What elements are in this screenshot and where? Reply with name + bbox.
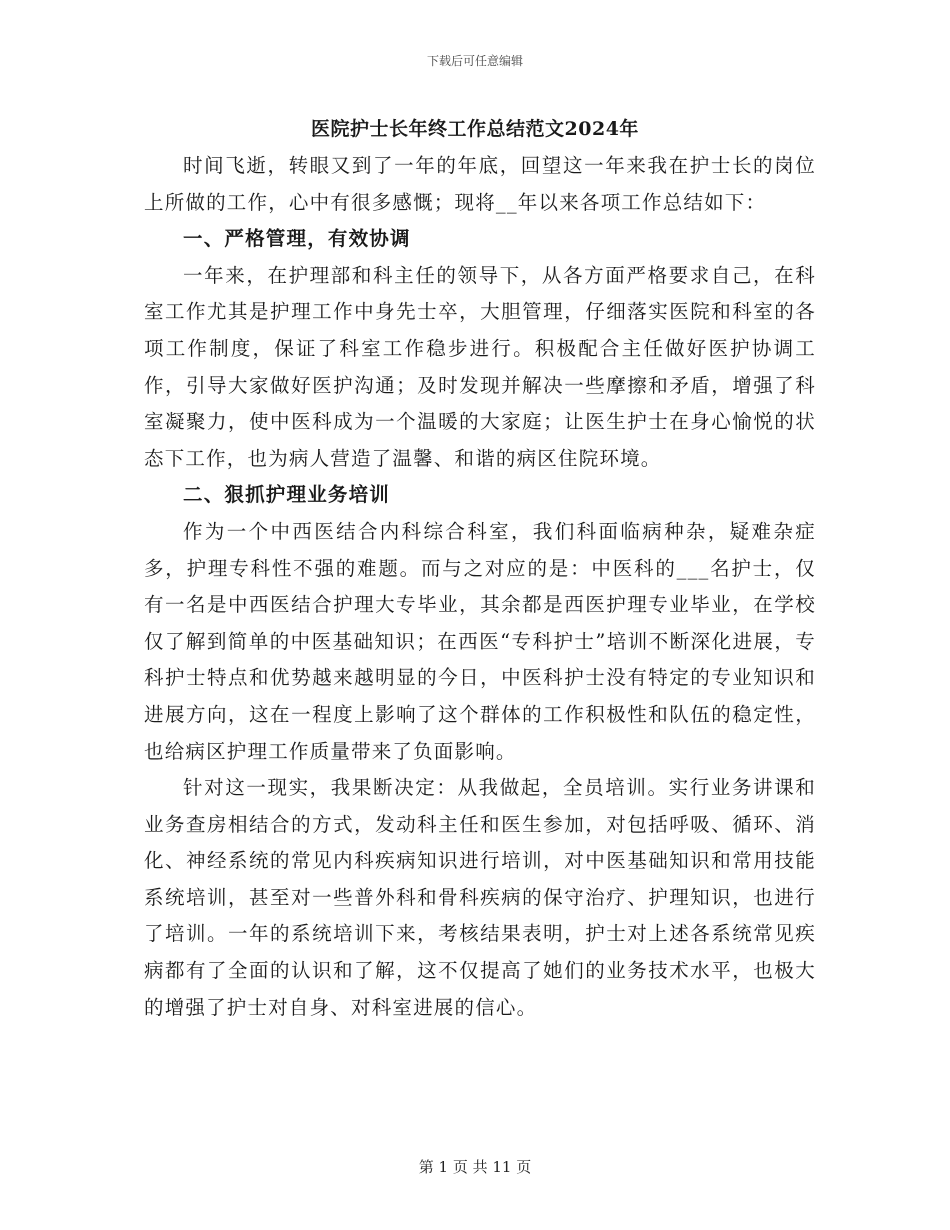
header-note: 下载后可任意编辑 bbox=[426, 54, 523, 68]
intro-paragraph: 时间飞逝，转眼又到了一年的年底，回望这一年来我在护士长的岗位上所做的工作，心中有很多感慨；现将__年以来各项工作总结如下： bbox=[144, 154, 816, 214]
page-title: 医院护士长年终工作总结范文2024年 bbox=[311, 118, 639, 140]
section-2-paragraph-1: 作为一个中西医结合内科综合科室，我们科面临病种杂，疑难杂症多，护理专科性不强的难题。而与之对应的是：中医科的___名护士，仅有一名是中西医结合护理大专毕业，其余都是西医护理专业毕业，在学校仅了解到简单的中医基础知识；在西医“专科护士”培训不断深化进展，专科护士特点和优势越来越明显的今日，中医科护士没有特定的专业知识和进展方向，这在一程度上影响了这个群体的工作积极性和队伍的稳定性，也给病区护理工作质量带来了负面影响。 bbox=[144, 519, 816, 763]
page-footer: 第 1 页 共 11 页 bbox=[418, 1158, 532, 1176]
section-1-paragraph: 一年来，在护理部和科主任的领导下，从各方面严格要求自己，在科室工作尤其是护理工作中身先士卒，大胆管理，仔细落实医院和科室的各项工作制度，保证了科室工作稳步进行。积极配合主任做好医护协调工作，引导大家做好医护沟通；及时发现并解决一些摩擦和矛盾，增强了科室凝聚力，使中医科成为一个温暖的大家庭；让医生护士在身心愉悦的状态下工作，也为病人营造了温馨、和谐的病区住院环境。 bbox=[144, 263, 816, 470]
section-heading-1: 一、严格管理，有效协调 bbox=[183, 227, 411, 251]
section-heading-2: 二、狠抓护理业务培训 bbox=[183, 483, 391, 507]
section-2-paragraph-2: 针对这一现实，我果断决定：从我做起，全员培训。实行业务讲课和业务查房相结合的方式，发动科主任和医生参加，对包括呼吸、循环、消化、神经系统的常见内科疾病知识进行培训，对中医基础知识和常用技能系统培训，甚至对一些普外科和骨科疾病的保守治疗、护理知识，也进行了培训。一年的系统培训下来，考核结果表明，护士对上述各系统常见疾病都有了全面的认识和了解，这不仅提高了她们的业务技术水平，也极大的增强了护士对自身、对科室进展的信心。 bbox=[144, 776, 816, 1019]
document-body bbox=[144, 148, 816, 1026]
